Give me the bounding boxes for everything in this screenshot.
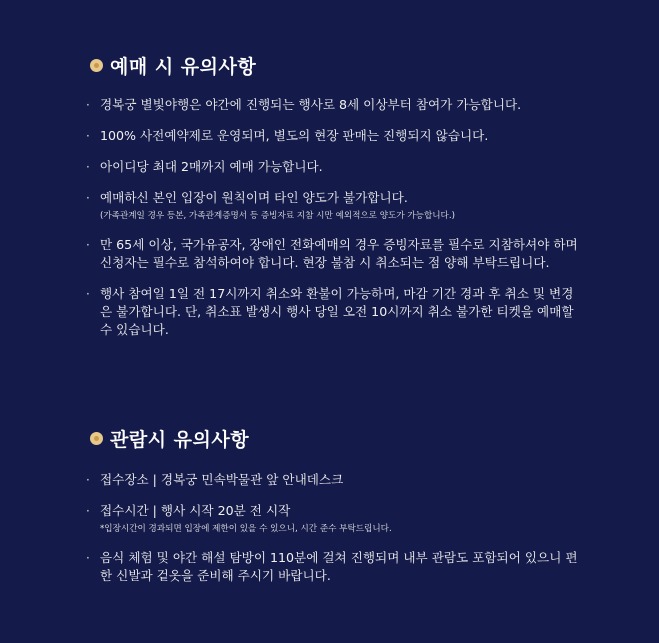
- booking-notice-title-text: 예매 시 유의사항: [110, 56, 257, 78]
- bullet: ·: [86, 191, 90, 205]
- bullet: ·: [86, 160, 90, 174]
- list-item-note: (가족관계일 경우 등본, 가족관계증명서 등 증빙자료 지참 시만 예외적으로 양도가 가능합니다.): [100, 211, 455, 221]
- bullet: ·: [86, 473, 90, 487]
- gold-circle-icon: [90, 432, 103, 445]
- list-item-text: 만 65세 이상, 국가유공자, 장애인 전화예매의 경우 증빙자료를 필수로 지참하셔야 하며 신청자는 필수로 참석하여야 합니다. 현장 불참 시 취소되는 점 양해 부탁드립니다.: [100, 237, 578, 270]
- list-item-text: 음식 체험 및 야간 해설 탐방이 110분에 걸쳐 진행되며 내부 관람도 포함되어 있으니 편한 신발과 겉옷을 준비해 주시기 바랍니다.: [100, 550, 578, 583]
- bullet: ·: [86, 98, 90, 112]
- bullet: ·: [86, 287, 90, 301]
- list-item: [84, 127, 584, 145]
- list-item-text: 행사 참여일 1일 전 17시까지 취소와 환불이 가능하며, 마감 기간 경과 후 취소 및 변경은 불가합니다. 단, 취소표 발생시 행사 당일 오전 10시까지 취소 불가한 티켓을 예매할 수 있습니다.: [100, 286, 574, 337]
- list-item: [84, 158, 584, 176]
- list-item: [84, 549, 584, 585]
- list-item-text: 100% 사전예약제로 운영되며, 별도의 현장 판매는 진행되지 않습니다.: [100, 128, 489, 143]
- booking-notice-title: [90, 52, 256, 79]
- list-item-text: 접수시간 | 행사 시작 20분 전 시작: [100, 503, 291, 518]
- viewing-notice-title: [90, 425, 249, 452]
- list-item: [84, 236, 584, 272]
- bullet: ·: [86, 551, 90, 565]
- list-item: [84, 189, 584, 223]
- list-item-text: 접수장소 | 경복궁 민속박물관 앞 안내데스크: [100, 472, 344, 487]
- bullet: ·: [86, 238, 90, 252]
- bullet: ·: [86, 129, 90, 143]
- list-item-text: 아이디당 최대 2매까지 예매 가능합니다.: [100, 159, 323, 174]
- list-item-text: 예매하신 본인 입장이 원칙이며 타인 양도가 불가합니다.: [100, 190, 408, 205]
- booking-notice-list: [84, 96, 584, 352]
- viewing-notice-title-text: 관람시 유의사항: [110, 429, 250, 451]
- list-item: [84, 96, 584, 114]
- viewing-notice-list: [84, 471, 584, 598]
- bullet: ·: [86, 504, 90, 518]
- list-item: [84, 285, 584, 339]
- list-item: [84, 471, 584, 489]
- gold-circle-icon: [90, 59, 103, 72]
- list-item: [84, 502, 584, 536]
- list-item-note: *입장시간이 경과되면 입장에 제한이 있을 수 있으니, 시간 준수 부탁드립니다.: [100, 524, 392, 534]
- list-item-text: 경복궁 별빛야행은 야간에 진행되는 행사로 8세 이상부터 참여가 가능합니다.: [100, 97, 522, 112]
